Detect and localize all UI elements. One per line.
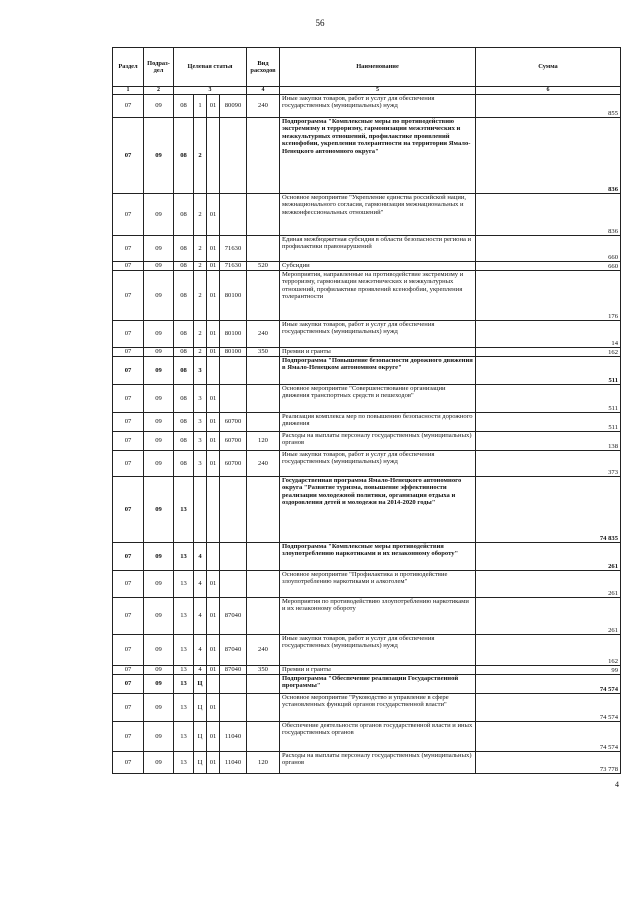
cell-target-1: 08 <box>174 194 194 236</box>
cell-razdel: 07 <box>113 271 144 321</box>
cell-name: Основное мероприятие "Руководство и управление в сфере установленных функций органов государственной власти" <box>280 694 476 722</box>
cell-sum: 261 <box>476 571 621 598</box>
cell-target-2: 3 <box>194 432 207 451</box>
cell-podrazdel: 09 <box>144 432 174 451</box>
table-row <box>113 635 621 666</box>
cell-target-1: 13 <box>174 722 194 752</box>
cell-target-3: 01 <box>207 598 220 635</box>
cell-target-1: 08 <box>174 451 194 477</box>
cell-target-1: 08 <box>174 348 194 357</box>
cell-target-3: 01 <box>207 635 220 666</box>
cell-razdel: 07 <box>113 413 144 432</box>
cell-target-2: 3 <box>194 385 207 413</box>
cell-target-3: 01 <box>207 321 220 348</box>
cell-vid <box>247 271 280 321</box>
table-row <box>113 477 621 543</box>
cell-target-3: 01 <box>207 571 220 598</box>
cell-sum: 176 <box>476 271 621 321</box>
cell-name: Единая межбюджетная субсидия в области безопасности региона и профилактики правонарушений <box>280 236 476 262</box>
cell-target-4: 11040 <box>220 752 247 774</box>
margin-mark: 4 <box>615 780 619 789</box>
cell-name: Расходы на выплаты персоналу государственных (муниципальных) органов <box>280 752 476 774</box>
cell-razdel: 07 <box>113 571 144 598</box>
cell-target-1: 08 <box>174 413 194 432</box>
cell-vid <box>247 118 280 194</box>
cell-target-1: 08 <box>174 118 194 194</box>
cell-target-1: 08 <box>174 321 194 348</box>
cell-razdel: 07 <box>113 752 144 774</box>
cell-target-4 <box>220 357 247 385</box>
cell-vid <box>247 413 280 432</box>
cell-razdel: 07 <box>113 543 144 571</box>
cell-vid: 240 <box>247 451 280 477</box>
table-row <box>113 451 621 477</box>
header-num: 6 <box>476 87 621 95</box>
table-row <box>113 675 621 694</box>
cell-razdel: 07 <box>113 357 144 385</box>
cell-name: Государственная программа Ямало-Ненецкого автономного округа "Развитие туризма, повышение эффективности реализации молодежной политики, организация отдыха и оздоровления детей и молодежи на 2014-2020 годы" <box>280 477 476 543</box>
cell-name: Субсидии <box>280 262 476 271</box>
table-row <box>113 194 621 236</box>
cell-target-3: 01 <box>207 451 220 477</box>
cell-target-2: 3 <box>194 357 207 385</box>
cell-razdel: 07 <box>113 675 144 694</box>
cell-target-4: 80090 <box>220 95 247 118</box>
cell-vid: 120 <box>247 432 280 451</box>
cell-podrazdel: 09 <box>144 752 174 774</box>
table-row <box>113 357 621 385</box>
cell-razdel: 07 <box>113 236 144 262</box>
cell-podrazdel: 09 <box>144 95 174 118</box>
table-row <box>113 385 621 413</box>
header-num: 1 <box>113 87 144 95</box>
cell-sum: 261 <box>476 543 621 571</box>
cell-target-3: 01 <box>207 194 220 236</box>
cell-sum: 162 <box>476 635 621 666</box>
cell-vid <box>247 385 280 413</box>
cell-sum: 162 <box>476 348 621 357</box>
cell-sum: 511 <box>476 357 621 385</box>
cell-razdel: 07 <box>113 666 144 675</box>
cell-target-2: 2 <box>194 194 207 236</box>
cell-sum: 73 778 <box>476 752 621 774</box>
cell-podrazdel: 09 <box>144 722 174 752</box>
table-row <box>113 321 621 348</box>
cell-razdel: 07 <box>113 694 144 722</box>
cell-target-3 <box>207 118 220 194</box>
table-row <box>113 95 621 118</box>
cell-target-1: 13 <box>174 694 194 722</box>
cell-target-2: 4 <box>194 543 207 571</box>
cell-target-1: 13 <box>174 598 194 635</box>
cell-razdel: 07 <box>113 118 144 194</box>
cell-vid: 240 <box>247 635 280 666</box>
cell-target-4: 71630 <box>220 262 247 271</box>
header-num: 2 <box>144 87 174 95</box>
header-num: 3 <box>174 87 247 95</box>
cell-vid <box>247 236 280 262</box>
cell-vid <box>247 194 280 236</box>
cell-target-3 <box>207 477 220 543</box>
cell-name: Подпрограмма "Комплексные меры по противодействию экстремизму и терроризму, гармонизации межэтнических и межкультурных отношений, профилактике проявлений ксенофобии, укрепления толерантности на территории Ямало-Ненецкого автономного округа" <box>280 118 476 194</box>
cell-target-4: 80100 <box>220 321 247 348</box>
table-row <box>113 262 621 271</box>
cell-sum: 511 <box>476 413 621 432</box>
cell-name: Реализация комплекса мер по повышению безопасности дорожного движения <box>280 413 476 432</box>
cell-target-1: 08 <box>174 385 194 413</box>
cell-target-4 <box>220 194 247 236</box>
cell-razdel: 07 <box>113 385 144 413</box>
cell-target-2: 2 <box>194 321 207 348</box>
cell-target-2: 3 <box>194 451 207 477</box>
cell-sum: 74 835 <box>476 477 621 543</box>
cell-razdel: 07 <box>113 95 144 118</box>
cell-name: Основное мероприятие "Укрепление единства российской нации, межнационального согласия, гармонизация межнациональных и межконфессиональных отношений" <box>280 194 476 236</box>
cell-target-3: 01 <box>207 271 220 321</box>
cell-razdel: 07 <box>113 477 144 543</box>
cell-vid: 240 <box>247 95 280 118</box>
cell-target-3: 01 <box>207 385 220 413</box>
cell-razdel: 07 <box>113 598 144 635</box>
cell-target-4: 60700 <box>220 413 247 432</box>
cell-sum: 14 <box>476 321 621 348</box>
cell-sum: 373 <box>476 451 621 477</box>
cell-target-4 <box>220 694 247 722</box>
cell-vid <box>247 357 280 385</box>
cell-name: Иные закупки товаров, работ и услуг для обеспечения государственных (муниципальных) нужд <box>280 451 476 477</box>
table-row <box>113 271 621 321</box>
cell-vid: 350 <box>247 666 280 675</box>
cell-razdel: 07 <box>113 635 144 666</box>
cell-vid: 120 <box>247 752 280 774</box>
cell-target-2: 4 <box>194 635 207 666</box>
cell-name: Обеспечение деятельности органов государственной власти и иных государственных органов <box>280 722 476 752</box>
table-row <box>113 348 621 357</box>
cell-podrazdel: 09 <box>144 571 174 598</box>
cell-podrazdel: 09 <box>144 413 174 432</box>
cell-target-1: 08 <box>174 262 194 271</box>
cell-target-4: 60700 <box>220 451 247 477</box>
header-num: 4 <box>247 87 280 95</box>
cell-target-1: 13 <box>174 571 194 598</box>
cell-sum: 836 <box>476 194 621 236</box>
cell-target-3 <box>207 543 220 571</box>
cell-target-2: 2 <box>194 348 207 357</box>
cell-sum: 74 574 <box>476 722 621 752</box>
page-number: 56 <box>315 18 325 28</box>
cell-name: Подпрограмма "Повышение безопасности дорожного движения в Ямало-Ненецком автономном округе" <box>280 357 476 385</box>
cell-target-4: 87040 <box>220 635 247 666</box>
cell-sum: 261 <box>476 598 621 635</box>
header-razdel: Раздел <box>113 48 144 87</box>
cell-razdel: 07 <box>113 432 144 451</box>
cell-target-2: 4 <box>194 598 207 635</box>
table-row <box>113 432 621 451</box>
cell-podrazdel: 09 <box>144 118 174 194</box>
cell-target-3: 01 <box>207 95 220 118</box>
table-row <box>113 666 621 675</box>
cell-target-3: 01 <box>207 722 220 752</box>
cell-podrazdel: 09 <box>144 666 174 675</box>
cell-sum: 99 <box>476 666 621 675</box>
header-vid-rashodov: Вид расходов <box>247 48 280 87</box>
cell-name: Подпрограмма "Комплексные меры противодействия злоупотреблению наркотиками и их незаконному обороту" <box>280 543 476 571</box>
cell-podrazdel: 09 <box>144 451 174 477</box>
cell-target-2: Ц <box>194 722 207 752</box>
table-row <box>113 752 621 774</box>
cell-podrazdel: 09 <box>144 675 174 694</box>
cell-target-2 <box>194 477 207 543</box>
table-row <box>113 413 621 432</box>
cell-sum: 138 <box>476 432 621 451</box>
cell-sum: 855 <box>476 95 621 118</box>
cell-name: Иные закупки товаров, работ и услуг для обеспечения государственных (муниципальных) нужд <box>280 95 476 118</box>
cell-sum: 74 574 <box>476 675 621 694</box>
cell-razdel: 07 <box>113 722 144 752</box>
cell-target-3: 01 <box>207 694 220 722</box>
cell-target-4: 80100 <box>220 271 247 321</box>
cell-name: Иные закупки товаров, работ и услуг для обеспечения государственных (муниципальных) нужд <box>280 635 476 666</box>
table-row <box>113 118 621 194</box>
cell-sum: 660 <box>476 262 621 271</box>
cell-podrazdel: 09 <box>144 598 174 635</box>
table-row <box>113 694 621 722</box>
cell-podrazdel: 09 <box>144 543 174 571</box>
cell-target-3 <box>207 675 220 694</box>
cell-podrazdel: 09 <box>144 357 174 385</box>
cell-target-1: 13 <box>174 752 194 774</box>
cell-target-3: 01 <box>207 236 220 262</box>
budget-table <box>112 47 621 774</box>
cell-target-2: 2 <box>194 236 207 262</box>
header-num: 5 <box>280 87 476 95</box>
cell-podrazdel: 09 <box>144 694 174 722</box>
cell-sum: 660 <box>476 236 621 262</box>
cell-name: Премии и гранты <box>280 348 476 357</box>
cell-podrazdel: 09 <box>144 635 174 666</box>
cell-target-3: 01 <box>207 666 220 675</box>
cell-target-4 <box>220 675 247 694</box>
cell-target-3: 01 <box>207 262 220 271</box>
cell-vid <box>247 477 280 543</box>
cell-target-4 <box>220 543 247 571</box>
cell-target-1: 08 <box>174 271 194 321</box>
cell-vid <box>247 543 280 571</box>
cell-target-3 <box>207 357 220 385</box>
cell-target-3: 01 <box>207 348 220 357</box>
cell-target-2: Ц <box>194 675 207 694</box>
cell-target-1: 13 <box>174 477 194 543</box>
cell-target-1: 13 <box>174 635 194 666</box>
cell-target-4: 71630 <box>220 236 247 262</box>
cell-target-2: 4 <box>194 571 207 598</box>
cell-razdel: 07 <box>113 321 144 348</box>
cell-name: Иные закупки товаров, работ и услуг для обеспечения государственных (муниципальных) нужд <box>280 321 476 348</box>
cell-razdel: 07 <box>113 262 144 271</box>
cell-target-1: 08 <box>174 236 194 262</box>
cell-name: Подпрограмма "Обеспечение реализации Государственной программы" <box>280 675 476 694</box>
cell-target-1: 13 <box>174 543 194 571</box>
table-row <box>113 598 621 635</box>
cell-target-3: 01 <box>207 413 220 432</box>
cell-target-1: 08 <box>174 357 194 385</box>
header-row <box>113 48 621 87</box>
cell-sum: 511 <box>476 385 621 413</box>
cell-target-1: 13 <box>174 675 194 694</box>
cell-podrazdel: 09 <box>144 271 174 321</box>
cell-vid <box>247 675 280 694</box>
cell-target-3: 01 <box>207 752 220 774</box>
cell-podrazdel: 09 <box>144 194 174 236</box>
cell-name: Основное мероприятие "Совершенствование организации движения транспортных средств и пешеходов" <box>280 385 476 413</box>
table-row <box>113 543 621 571</box>
cell-razdel: 07 <box>113 348 144 357</box>
header-summa: Сумма <box>476 48 621 87</box>
cell-vid <box>247 694 280 722</box>
cell-podrazdel: 09 <box>144 236 174 262</box>
cell-target-2: 2 <box>194 262 207 271</box>
cell-target-4 <box>220 118 247 194</box>
cell-podrazdel: 09 <box>144 477 174 543</box>
cell-podrazdel: 09 <box>144 385 174 413</box>
cell-target-4: 87040 <box>220 598 247 635</box>
cell-target-1: 08 <box>174 432 194 451</box>
cell-vid <box>247 598 280 635</box>
cell-target-1: 13 <box>174 666 194 675</box>
cell-name: Мероприятия по противодействию злоупотреблению наркотиками и их незаконному обороту <box>280 598 476 635</box>
cell-name: Основное мероприятие "Профилактика и противодействие злоупотреблению наркотиками и алкоголем" <box>280 571 476 598</box>
header-naimenovanie: Наименование <box>280 48 476 87</box>
cell-name: Премии и гранты <box>280 666 476 675</box>
cell-podrazdel: 09 <box>144 262 174 271</box>
cell-vid <box>247 722 280 752</box>
cell-target-4: 11040 <box>220 722 247 752</box>
cell-razdel: 07 <box>113 194 144 236</box>
header-numbers-row <box>113 87 621 95</box>
cell-name: Расходы на выплаты персоналу государственных (муниципальных) органов <box>280 432 476 451</box>
cell-target-2: 2 <box>194 271 207 321</box>
cell-target-2: Ц <box>194 694 207 722</box>
cell-target-2: 4 <box>194 666 207 675</box>
cell-target-4: 87040 <box>220 666 247 675</box>
table-row <box>113 571 621 598</box>
cell-vid: 520 <box>247 262 280 271</box>
table-row <box>113 722 621 752</box>
cell-sum: 836 <box>476 118 621 194</box>
cell-razdel: 07 <box>113 451 144 477</box>
cell-sum: 74 574 <box>476 694 621 722</box>
header-podrazdel: Подраз-дел <box>144 48 174 87</box>
cell-vid: 240 <box>247 321 280 348</box>
header-celevaya-statya: Целевая статья <box>174 48 247 87</box>
table-row <box>113 236 621 262</box>
cell-target-1: 08 <box>174 95 194 118</box>
cell-target-4 <box>220 385 247 413</box>
cell-target-4: 80100 <box>220 348 247 357</box>
cell-target-4 <box>220 477 247 543</box>
cell-name: Мероприятия, направленные на противодействие экстремизму и терроризму, гармонизации межэтнических и межкультурных отношений, профилактике проявлений ксенофобии, укрепления толерантности <box>280 271 476 321</box>
cell-podrazdel: 09 <box>144 321 174 348</box>
cell-vid <box>247 571 280 598</box>
cell-target-4: 60700 <box>220 432 247 451</box>
cell-target-2: 1 <box>194 95 207 118</box>
cell-target-2: Ц <box>194 752 207 774</box>
cell-target-4 <box>220 571 247 598</box>
cell-vid: 350 <box>247 348 280 357</box>
cell-target-2: 2 <box>194 118 207 194</box>
cell-target-3: 01 <box>207 432 220 451</box>
cell-target-2: 3 <box>194 413 207 432</box>
cell-podrazdel: 09 <box>144 348 174 357</box>
